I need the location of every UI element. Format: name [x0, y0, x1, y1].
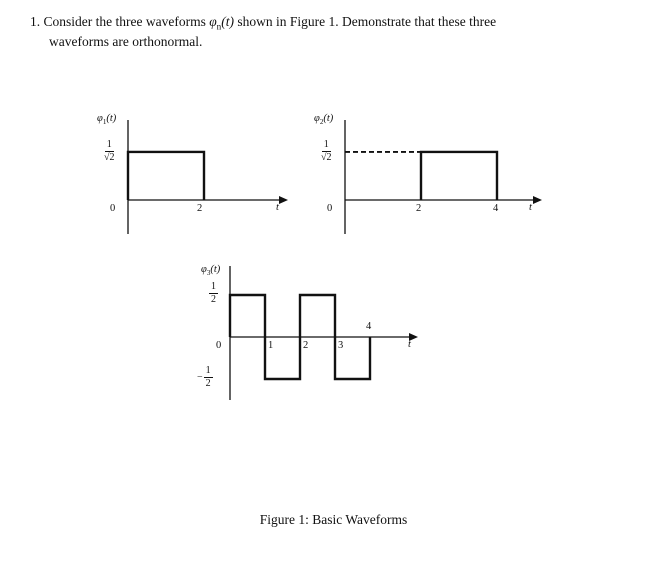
y-axis-label-phi1: $\varphi_1(t)$: [97, 113, 117, 127]
problem-text-before: Consider the three waveforms: [43, 14, 210, 29]
tick-2-phi3: 2: [303, 340, 309, 351]
waveform-plot-phi1: [95, 112, 295, 247]
phi-symbol: φ: [209, 14, 217, 29]
tick-origin-phi3: 0: [216, 340, 222, 351]
figure-caption: Figure 1: Basic Waveforms: [259, 512, 408, 527]
positive-amplitude-label-phi3: $\frac{1}{2}$: [211, 281, 216, 305]
amplitude-label-phi1: $\frac{1}{√2}$: [104, 139, 115, 163]
tick-origin-phi1: 0: [110, 203, 116, 214]
negative-amplitude-label-phi3: − $\frac{1}{2}$: [197, 365, 211, 389]
amplitude-label-phi2: $\frac{1}{√2}$: [321, 139, 332, 163]
tick-2-phi1: 2: [197, 203, 203, 214]
tick-origin-phi2: 0: [327, 203, 333, 214]
phi-args: (t): [221, 14, 235, 29]
tick-4-phi3: 4: [366, 321, 372, 332]
waveform-svg: [95, 112, 295, 247]
x-axis-label-phi1: t: [276, 202, 279, 213]
x-axis-label-phi3: t: [408, 339, 411, 350]
phi-subscript: n: [216, 21, 222, 32]
y-axis-label-phi3: $\varphi_3(t)$: [201, 264, 221, 278]
minus-sign: −: [197, 371, 203, 383]
y-axis-label-phi2: $\varphi_2(t)$: [314, 113, 334, 127]
x-axis-arrowhead: [533, 196, 542, 204]
tick-2-phi2: 2: [416, 203, 422, 214]
x-axis-arrowhead: [279, 196, 288, 204]
problem-number: 1.: [30, 14, 41, 29]
x-axis-label-phi2: t: [529, 202, 532, 213]
waveform-svg: [312, 112, 542, 247]
problem-line-1: [30, 13, 645, 33]
tick-1-phi3: 1: [268, 340, 274, 351]
waveform-svg: [195, 260, 430, 412]
waveform-plot-phi3: [195, 260, 430, 412]
tick-4-phi2: 4: [493, 203, 499, 214]
problem-text-after: shown in Figure 1. Demonstrate that these three: [234, 14, 497, 29]
problem-statement: [30, 13, 645, 52]
problem-line-2: waveforms are orthonormal.: [49, 34, 203, 50]
waveform-plot-phi2: [312, 112, 542, 247]
tick-3-phi3: 3: [338, 340, 344, 351]
